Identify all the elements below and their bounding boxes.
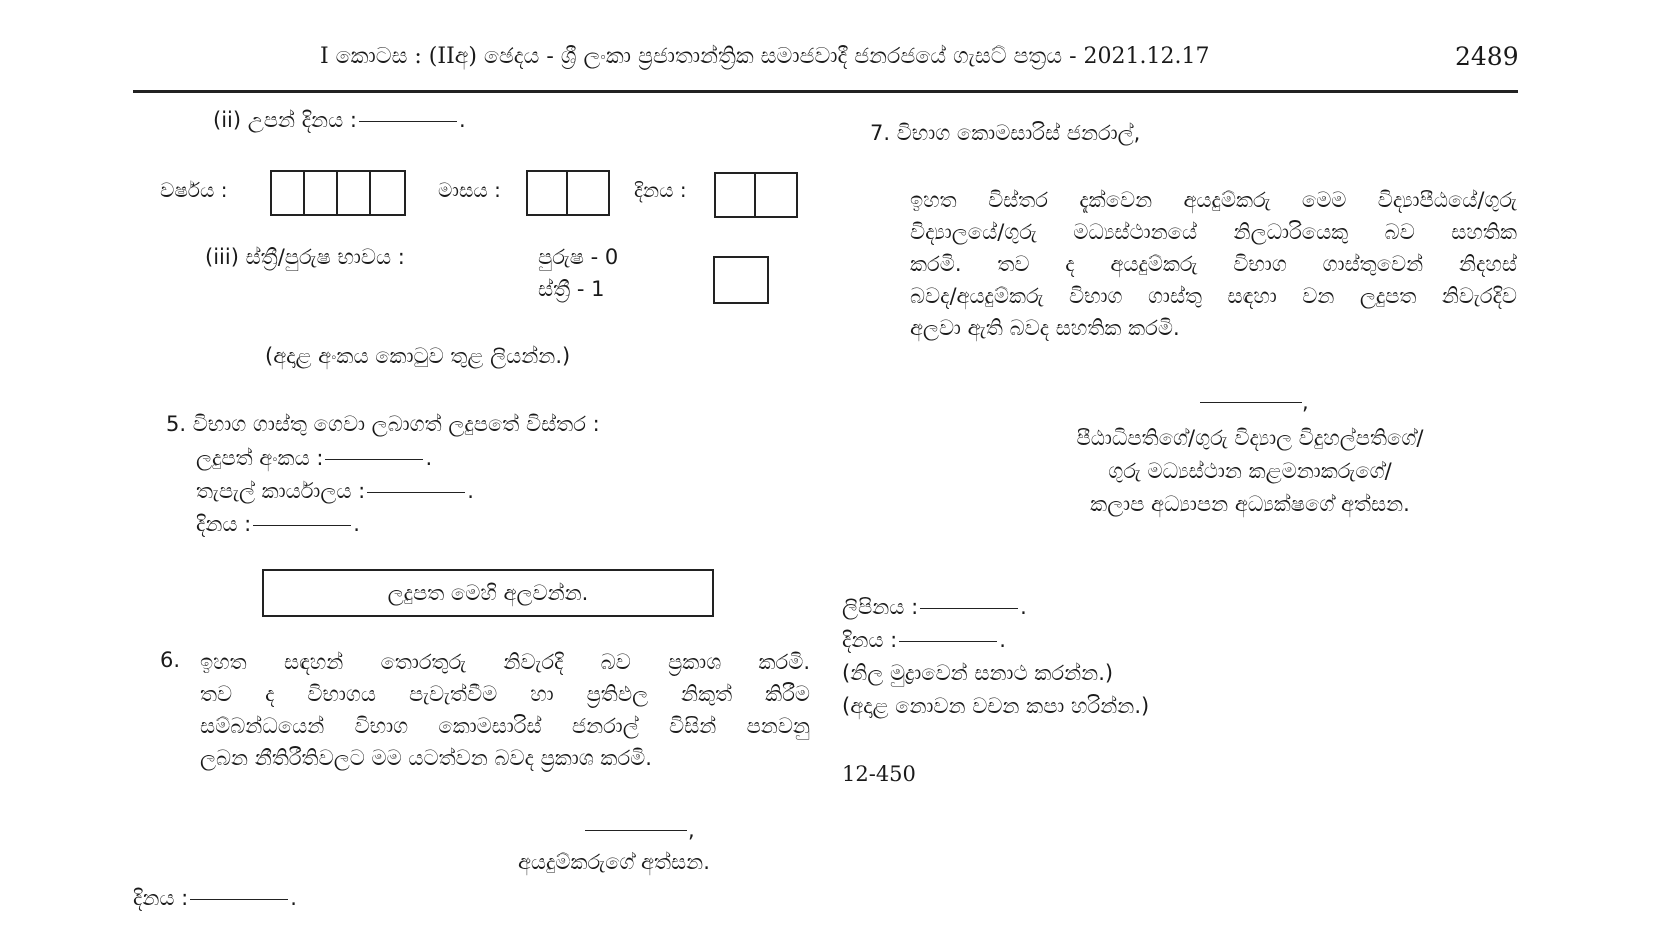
final-date-blank: [190, 899, 288, 900]
address-row: ලිපිනය : .: [842, 595, 1027, 619]
receipt-number-blank: [325, 459, 423, 460]
reference-number: 12-450: [842, 762, 916, 786]
receipt-date-blank: [253, 525, 351, 526]
signatory-line: පීඨාධිපතිගේ/ගුරු විද්‍යාල විදුහල්පතිගේ/: [1076, 426, 1424, 450]
certification-line: විද්‍යාලයේ/ගුරු මධ්‍යස්ථානයේ නිලධාරියෙකු බව සහතික: [910, 220, 1517, 244]
certification-line: කරමි. තව ද අයදුම්කරු විභාග ගාස්තුවෙන් නිදහස්: [910, 252, 1517, 276]
receipt-heading: 5. විභාග ගාස්තු ගෙවා ලබාගත් ලදුපතේ විස්තර :: [166, 412, 600, 436]
day-boxes[interactable]: [714, 172, 798, 218]
attach-receipt-box: [262, 569, 714, 617]
declaration-paragraph: [200, 646, 810, 774]
male-option: පුරුෂ - 0: [538, 245, 619, 269]
post-office-label: තැපැල් කාර්යාලය :: [196, 479, 366, 503]
year-digit-box[interactable]: [371, 172, 404, 214]
year-digit-box[interactable]: [305, 172, 338, 214]
declaration-line: සම්බන්ධයෙන් විභාග කොමසාරිස් ජනරාල් විසින් පනවනු: [200, 714, 810, 738]
receipt-number-row: ලදුපත් අංකය : .: [196, 446, 433, 470]
signatory-line: කලාප අධ්‍යාපන අධ්‍යක්ෂගේ අත්සන.: [1090, 492, 1410, 516]
stamp-note: (නිල මුද්‍රාවෙන් සනාථ කරන්න.): [842, 661, 1114, 685]
month-digit-box[interactable]: [528, 172, 568, 214]
month-label: මාසය :: [438, 178, 501, 202]
official-date-label: දිනය :: [842, 628, 898, 652]
gazette-header-title: I කොටස : (IIඅ) ඡෙදය - ශ්‍රී ලංකා ප්‍රජාතාන්ත්‍රික සමාජවාදී ජනරජයේ ගැසට් පත්‍රය - 2021.12.17: [320, 44, 1210, 69]
gender-code-box[interactable]: [713, 256, 769, 304]
address-label: ලිපිනය :: [842, 595, 919, 619]
receipt-number-label: ලදුපත් අංකය :: [196, 446, 324, 470]
gender-instruction: (අදාළ අංකය කොටුව තුළ ලියන්න.): [265, 344, 571, 368]
certification-line: බවද/අයදුම්කරු විභාග ගාස්තු සඳහා වන ලදුපත නිවැරදිව: [910, 284, 1517, 308]
declaration-line: ලබන නීතිරීතිවලට මම යටත්වන බවද ප්‍රකාශ කරමි.: [200, 746, 652, 770]
receipt-date-row: දිනය : .: [196, 512, 360, 536]
certification-line: ඉහත විස්තර දැක්වෙන අයදුම්කරු මෙම විද්‍යාපීඨයේ/ගුරු: [910, 188, 1517, 212]
birth-date-row: (ii) උපන් දිනය : .: [213, 108, 466, 132]
final-date-row: දිනය : .: [133, 886, 297, 910]
page-number: 2489: [1455, 42, 1519, 71]
address-blank: [920, 608, 1018, 609]
declaration-line: තව ද විභාගය පැවැත්වීම හා ප්‍රතිඵල නිකුත් කිරීම: [200, 682, 810, 706]
day-label: දිනය :: [634, 178, 687, 202]
declaration-line: ඉහත සඳහන් තොරතුරු නිවැරදි බව ප්‍රකාශ කරමි.: [200, 650, 810, 674]
post-office-row: තැපැල් කාර්යාලය : .: [196, 479, 474, 503]
year-boxes[interactable]: [270, 170, 406, 216]
official-date-row: දිනය : .: [842, 628, 1006, 652]
month-digit-box[interactable]: [568, 172, 608, 214]
strike-note: (අදාළ නොවන වචන කපා හරින්න.): [842, 694, 1150, 718]
official-date-blank: [899, 641, 997, 642]
day-digit-box[interactable]: [756, 174, 796, 216]
signatory-line: ගුරු මධ්‍යස්ථාන කළමනාකරුගේ/: [1108, 459, 1392, 483]
receipt-date-label: දිනය :: [196, 512, 252, 536]
declaration-number: 6.: [160, 648, 181, 672]
certification-line: අලවා ඇති බවද සහතික කරමි.: [910, 316, 1180, 340]
final-date-label: දිනය :: [133, 886, 189, 910]
addressee-line: 7. විභාග කොමසාරිස් ජනරාල්,: [870, 121, 1141, 145]
year-digit-box[interactable]: [272, 172, 305, 214]
day-digit-box[interactable]: [716, 174, 756, 216]
attach-receipt-text: ලදුපත මෙහි අලවන්න.: [387, 580, 589, 605]
signatory-block: [1000, 422, 1500, 521]
female-option: ස්ත්‍රී - 1: [538, 277, 605, 301]
birth-date-blank: [359, 121, 457, 122]
gender-label: (iii) ස්ත්‍රී/පුරුෂ භාවය :: [205, 245, 405, 269]
header-rule: [133, 90, 1518, 93]
official-signature-line: [1200, 402, 1302, 403]
year-digit-box[interactable]: [338, 172, 371, 214]
applicant-signature-label: අයදුම්කරුගේ අත්සන.: [518, 850, 710, 874]
post-office-blank: [367, 492, 465, 493]
birth-date-label: (ii) උපන් දිනය :: [213, 108, 357, 132]
certification-paragraph: [910, 184, 1517, 344]
year-label: වර්ෂය :: [160, 178, 228, 202]
applicant-signature-line: [585, 830, 687, 831]
month-boxes[interactable]: [526, 170, 610, 216]
